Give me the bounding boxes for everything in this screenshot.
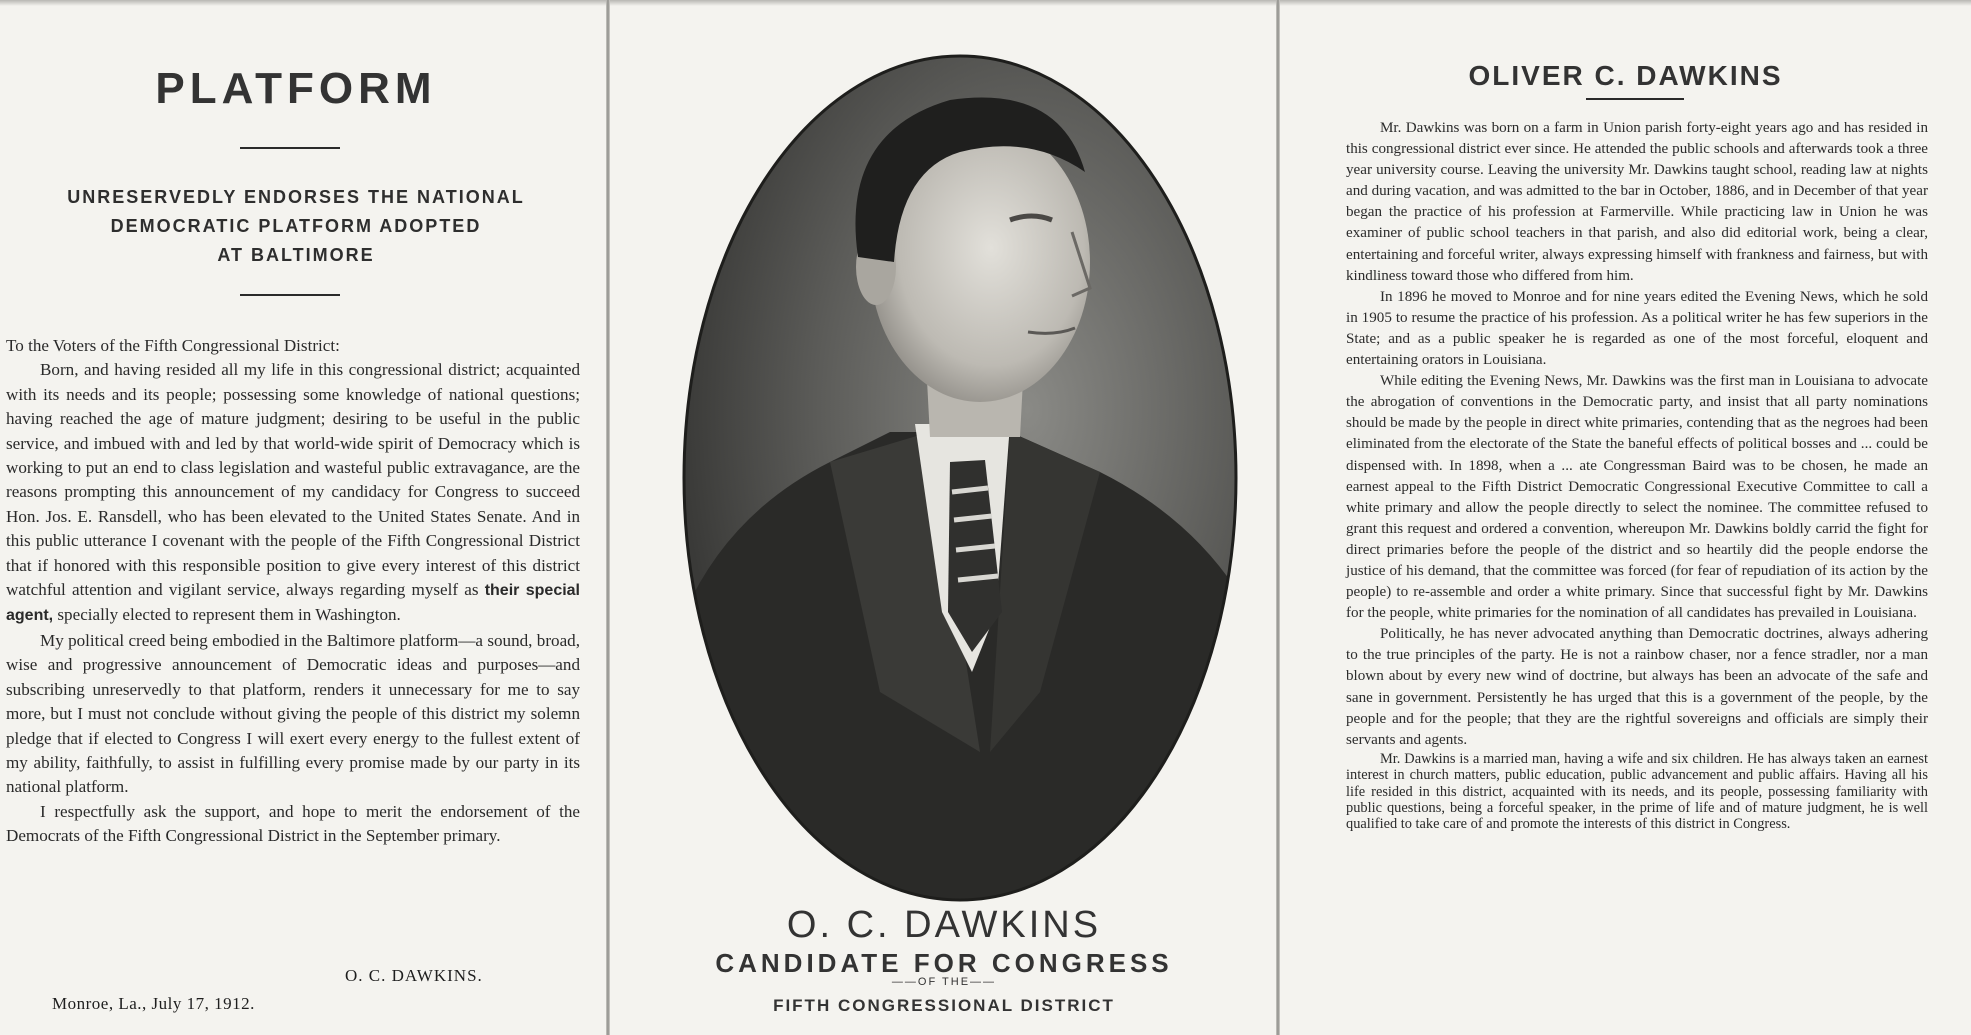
biography-paragraph-1: Mr. Dawkins was born on a farm in Union parish forty-eight years ago and has resided in this congressional district ever since. He attended the public schools and afterwards took a three year university course. Leaving the university Mr. Dawkins taught school, reading law at nights and during vacation, and was admitted to the bar in October, 1886, and in December of that year began the practice of his profession at Farmerville. While practicing law in Union he was examiner of public school teachers in that parish, and also did editorial work, being a clear, entertaining and forceful writer, always expressing himself with frankness and fairness, but with kindliness toward those who differed from him.	[1346, 120, 1928, 284]
candidate-office-caption: CANDIDATE FOR CONGRESS	[715, 948, 1173, 978]
endorsement-line-2: DEMOCRATIC PLATFORM ADOPTED	[110, 216, 482, 236]
endorsement-heading	[6, 183, 586, 270]
biography-title: OLIVER C. DAWKINS	[1468, 60, 1783, 91]
district-caption: FIFTH CONGRESSIONAL DISTRICT	[773, 996, 1115, 1015]
letter-paragraph-2: My political creed being embodied in the Baltimore platform—a sound, broad, wise and progressive announcement of Democratic ideas and purposes—and subscribing unreservedly to that platform, renders it unnecessary for me to say more, but I must not conclude without giving the people of this district my solemn pledge that if elected to Congress I will exert every energy to the fullest extent of my ability, faithfully, to assist in fulfilling every promise made by our party in its national platform.	[6, 630, 580, 797]
letter-salutation: To the Voters of the Fifth Congressional District:	[6, 336, 340, 355]
heading-divider	[240, 294, 340, 296]
platform-letter	[6, 334, 580, 849]
endorsement-line-1: UNRESERVEDLY ENDORSES THE NATIONAL	[67, 187, 525, 207]
letter-paragraph-1-text: Born, and having resided all my life in this congressional district; acquainted with its needs and its people; possessing some knowledge of national questions; having reached the age of mature judgment; desiring to be useful in the public service, and imbued with and led by that world-wide spirit of Democracy which is working to put an end to class legislation and wasteful public extravagance, are the reasons prompting this announcement of my candidacy for Congress to succeed Hon. Jos. E. Ransdell, who has been elevated to the United States Senate. And in this public utterance I covenant with the people of the Fifth Congressional District that if honored with this responsible position to give every interest of this district watchful attention and vigilant service, always regarding myself as	[6, 360, 580, 600]
biography-text	[1346, 118, 1928, 833]
letter-signature: O. C. DAWKINS.	[345, 966, 483, 985]
candidate-name-caption: O. C. DAWKINS	[786, 904, 1102, 946]
biography-paragraph-3: While editing the Evening News, Mr. Dawkins was the first man in Louisiana to advocate the abrogation of conventions in the Democratic party, and insist that all party nominations should be made by the people in direct white primaries, contending that as the negroes had been eliminated from the electorate of the State the baneful effects of political bosses and ... could be dispensed with. In 1898, when a ... ate Congressman Baird was to be chosen, he made an earnest appeal to the Fifth District Democratic Congressional Executive Committee to call a white primary and allow the people directly to select the nominee. The committee refused to grant this request and ordered a convention, whereupon Mr. Dawkins boldly carrid the fight for direct primaries before the people of the district and so heartily did the people endorse the justice of his demand, that the committee was forced (for fear of repudiation of its action by the people) to re-assemble and order a white primary. Since that successful fight by Mr. Dawkins for the people, white primaries for the nomination of all candidates has prevailed in Louisiana.	[1346, 373, 1928, 622]
biography-divider	[1586, 98, 1684, 100]
biography-paragraph-4: Politically, he has never advocated anything than Democratic doctrines, always adhering to the true principles of the party. He is not a rainbow chaser, nor a fence stradler, nor a man blown about by every new wind of doctrine, but always has been an advocate of the safe and sane in government. Persistently he has urged that this is a government of the people, by the people and for the people; that they are the rightful sovereigns and officials are simply their servants and agents.	[1346, 626, 1928, 748]
title-divider	[240, 147, 340, 149]
letter-paragraph-3: I respectfully ask the support, and hope to merit the endorsement of the Democrats of the Fifth Congressional District in the September primary.	[6, 801, 580, 846]
biography-paragraph-5: Mr. Dawkins is a married man, having a wife and six children. He has always taken an earnest interest in church matters, public education, public advancement and public affairs. Having all his life resided in this district, acquainted with its needs, and its people, possessing familiarity with public questions, being a forceful speaker, in the prime of life and of mature judgment, he is well qualified to take care of and promote the interests of this district in Congress.	[1346, 750, 1928, 833]
candidate-portrait-photo	[680, 52, 1240, 904]
biography-paragraph-2: In 1896 he moved to Monroe and for nine years edited the Evening News, which he sold in 1905 to resume the practice of his profession. As a political writer he has few superiors in the State; and as a public speaker he is regarded as one of the most forceful, eloquent and entertaining orators in Louisiana.	[1346, 288, 1928, 369]
letter-paragraph-1	[6, 358, 580, 628]
endorsement-line-3: AT BALTIMORE	[217, 245, 375, 265]
of-the-caption: ——OF THE——	[891, 976, 997, 988]
letter-emphasis: their special agent,	[6, 582, 581, 625]
letter-dateline: Monroe, La., July 17, 1912.	[52, 994, 255, 1013]
platform-title: PLATFORM	[155, 64, 437, 113]
letter-paragraph-1-end: specially elected to represent them in Washington.	[57, 605, 401, 625]
page-fold-left	[606, 0, 610, 1035]
